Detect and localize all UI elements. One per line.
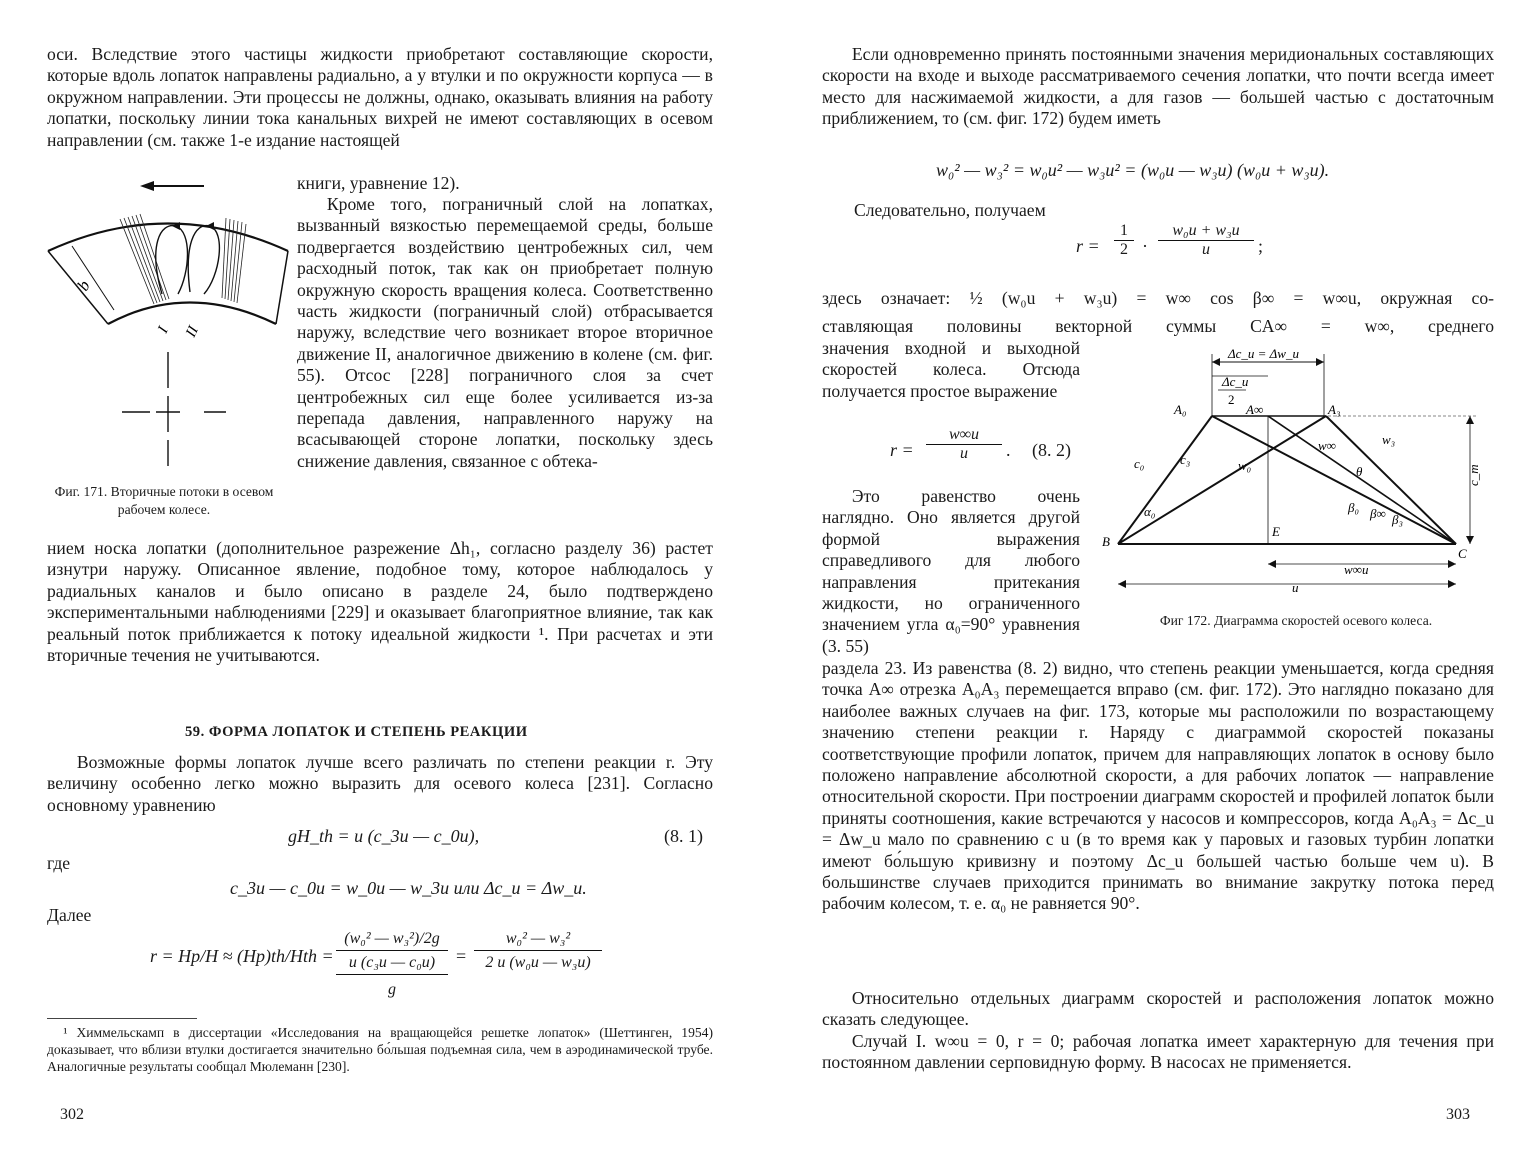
equation-8-1: gH_th = u (c_3u — c_0u), — [288, 826, 480, 846]
fraction-numerator: w₀u + w₃u — [1158, 222, 1254, 241]
right-paragraph-1: Если одновременно принять постоянными значения меридиональных составляющих скорости на входе и выходе рассматриваемого сечения лопатки, что почти всегда имеет место для насжимаемой жидкости, а для газов — большей частью с достаточным приближением, то (см. фиг. 172) будем иметь — [822, 44, 1494, 129]
equation-8-1-number: (8. 1) — [664, 826, 703, 846]
page-number-right: 303 — [1446, 1106, 1470, 1123]
fraction-numerator: w∞u — [926, 426, 1002, 445]
equation-w-squares: w₀² — w₃² = w₀u² — w₃u² = (w₀u — w₃u) (w₀u + w₃u). — [936, 160, 1330, 180]
label-two: 2 — [1228, 392, 1235, 407]
right-paragraph-4: Относительно отдельных диаграмм скоростей и расположения лопаток можно сказать следующее. — [822, 988, 1494, 1030]
footnote: ¹ Химмельскамп в диссертации «Исследования на вращающейся решетке лопаток» (Шеттинген, 1954) доказывает, что вблизи втулки достигается значительно бо́льшая подъемная сила, чем в аэродинамической трубе. Аналогичные результаты сообщал Мюлеманн [230]. — [47, 1025, 713, 1074]
word-further: Далее — [47, 905, 92, 925]
label-A0: A₀ — [1174, 402, 1187, 417]
right-paragraph-2-rest: значения входной и выходной скоростей колеса. Отсюда получается простое выражение — [822, 338, 1080, 401]
left-paragraph-2-continued: нием носка лопатки (дополнительное разрежение Δh₁, согласно разделу 36) растет изнутри наружу. Описанное явление, подобное тому, которое наблюдалось у радиальных каналов и было описано в разделе 24, было подтверждено экспериментальными наблюдениями [229] и оказывает благоприятное влияние, так как реальный поток приближается к потоку идеальной жидкости ¹. При расчетах и эти вторичные течения не учитываются. — [47, 538, 713, 666]
equation-r-fraction — [1158, 222, 1254, 259]
page-number-left: 302 — [60, 1106, 84, 1123]
label-theta: θ — [1356, 464, 1363, 479]
fraction-numerator: w₀² — w₃² — [474, 930, 602, 951]
equation-8-2-fraction — [926, 426, 1002, 463]
figure-172-velocity-diagram — [1096, 346, 1496, 608]
label-beta3: β₃ — [1392, 512, 1403, 527]
dot-operator: · — [1142, 236, 1148, 256]
label-C: C — [1458, 546, 1467, 561]
label-c3: c₃ — [1180, 452, 1191, 467]
label-winf: w∞ — [1318, 438, 1336, 453]
period: . — [1006, 440, 1011, 460]
right-paragraph-5: Случай I. w∞u = 0, r = 0; рабочая лопатка имеет характерную для течения при постоянном давлении серповидную форму. В насосах не применяется. — [822, 1031, 1494, 1073]
section-heading: 59. ФОРМА ЛОПАТОК И СТЕПЕНЬ РЕАКЦИИ — [185, 724, 528, 740]
word-where: где — [47, 853, 71, 873]
left-paragraph-1: оси. Вследствие этого частицы жидкости приобретают составляющие скорости, которые вдоль лопаток направлены радиально, а у втулки и по окружности корпуса — в окружном направлении. Эти процессы не должны, однако, оказывать влияния на работу лопатки, поскольку линии тока канальных вихрей не имеют составляющих в осевом направлении (см. также 1-е издание настоящей — [47, 44, 713, 150]
vortex-loop-2 — [188, 226, 219, 294]
semicolon: ; — [1258, 236, 1264, 256]
label-II: II — [183, 323, 202, 340]
equation-delta-cu: c_3u — c_0u = w_0u — w_3u или Δc_u = Δw_u. — [230, 878, 587, 898]
label-b: b — [73, 276, 94, 295]
word-hence: Следовательно, получаем — [854, 200, 1046, 220]
rotation-arrow-head-icon — [140, 181, 154, 191]
label-c0: c₀ — [1134, 456, 1145, 471]
casing-arc — [48, 224, 288, 252]
footnote-rule — [47, 1018, 197, 1019]
equation-r-half — [1114, 222, 1134, 259]
right-page — [766, 0, 1533, 1154]
label-u: u — [1292, 580, 1299, 595]
fraction-denominator: u — [1202, 241, 1210, 258]
right-paragraph-3-continued: раздела 23. Из равенства (8. 2) видно, что степень реакции уменьшается, когда средняя точка A∞ отрезка A₀A₃ перемещается вправо (см. фиг. 172). Это наглядно показано для наиболее важных случаев на фиг. 173, которые мы расположили по возрастающему значению степени реакции r. Наряду с диаграммой скоростей показаны соответствующие профили лопаток, причем для направляющих лопаток в основу было положено направление абсолютной скорости, а для рабочих лопаток — направление относительной скорости. При построении диаграмм скоростей и профилей лопаток были приняты соотношения, какие встречаются у насосов и компрессоров, когда A₀A₃ = Δc_u = Δw_u мало по сравнению с u (в то время как у паровых и газовых турбин лопатки имеют бо́льшую кривизну и поэтому Δc_u большей частью больше чем u). В большинстве случаев приходится принимать во внимание закрутку потока перед рабочим колесом, т. е. α₀ не равняется 90°. — [822, 658, 1494, 914]
label-beta0: β₀ — [1348, 500, 1359, 515]
label-w3: w₃ — [1382, 432, 1396, 447]
fraction-denominator: u — [960, 445, 968, 462]
left-paragraph-1-end: книги, уравнение 12). — [297, 173, 460, 193]
label-Ainf: A∞ — [1246, 402, 1264, 417]
label-dcu-dwu: Δc_u = Δw_u — [1228, 346, 1299, 361]
equation-8-2-lhs: r = — [890, 440, 914, 460]
equation-reaction-middle-fraction — [336, 930, 448, 999]
left-paragraph-2: Кроме того, пограничный слой на лопатках, вызванный вязкостью перемещаемой среды, больше подвергается воздействию центробежных сил, чем расходный поток, так как он приобретает полную окружную скорость вращения колеса. Соответственно часть жидкости (пограничный слой) отбрасывается наружу, вследствие чего возникает второе вторичное движение II, аналогичное движению в колене (см. фиг. 55). Отсос [228] пограничного слоя за счет центробежных сил еще более усиливается из-за перепада давления, направленного наружу на всасывающей стороне лопатки, поскольку здесь снижение давления, связанное с обтека- — [297, 194, 713, 471]
left-page — [0, 0, 766, 1154]
fraction-numerator: (w₀² — w₃²)/2g — [336, 930, 448, 951]
right-paragraph-2-first: ставляющая половины векторной суммы CA∞ = w∞, среднего — [822, 316, 1494, 336]
right-here-line: здесь означает: ½ (w₀u + w₃u) = w∞ cos β∞ = w∞u, окружная со- — [822, 288, 1494, 308]
left-paragraph-3: Возможные формы лопаток лучше всего различать по степени реакции r. Эту величину особенно легко можно выразить для осевого колеса [231]. Согласно основному уравнению — [47, 752, 713, 815]
label-B: B — [1102, 534, 1110, 549]
figure-171-secondary-flows — [44, 176, 292, 476]
figure-171-caption: Фиг. 171. Вторичные потоки в осевом рабочем колесе. — [54, 484, 274, 517]
label-I: I — [155, 324, 172, 336]
label-alpha0: α₀ — [1144, 504, 1156, 519]
label-cm: c_m — [1466, 464, 1481, 486]
right-paragraph-3: Это равенство очень наглядно. Оно является другой формой выражения справедливого для любого направления притекания жидкости, но ограниченного значением угла α₀=90° уравнения (3. 55) — [822, 486, 1080, 656]
fraction-denominator: 2 u (w₀u — w₃u) — [485, 954, 591, 971]
equation-reaction-right-fraction — [474, 930, 602, 972]
label-dcu: Δc_u — [1222, 374, 1249, 389]
half-denominator: 2 — [1120, 241, 1128, 258]
label-betainf: β∞ — [1370, 506, 1386, 521]
label-E: E — [1272, 524, 1280, 539]
fraction-g: g — [388, 981, 396, 998]
half-numerator: 1 — [1114, 222, 1134, 241]
equation-8-2-number: (8. 2) — [1032, 440, 1071, 460]
equals-sign: = — [456, 946, 467, 966]
equation-r-lhs: r = — [1076, 236, 1100, 256]
blade-hatching — [120, 214, 246, 304]
fraction-denominator: u (c₃u — c₀u) — [336, 951, 448, 975]
label-w0: w₀ — [1238, 458, 1252, 473]
label-winfu: w∞u — [1344, 562, 1369, 577]
hub-arc — [108, 303, 276, 325]
figure-172-caption: Фиг 172. Диаграмма скоростей осевого колеса. — [1159, 613, 1433, 628]
equation-reaction-lhs: r = Hp/H ≈ (Hp)th/Hth = — [150, 946, 334, 966]
label-A3: A₃ — [1328, 402, 1341, 417]
